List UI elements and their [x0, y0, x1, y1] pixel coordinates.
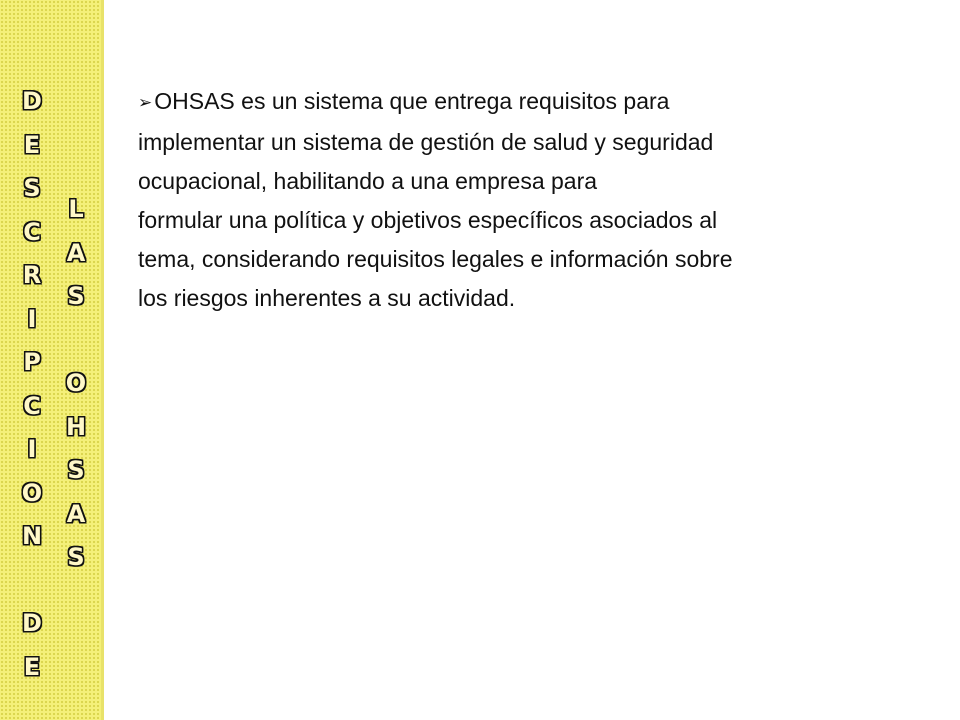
title-letter: A: [66, 499, 86, 528]
paragraph-text-line: los riesgos inherentes a su actividad.: [138, 285, 516, 311]
paragraph-text-line: ocupacional, habilitando a una empresa para: [138, 168, 598, 194]
title-letter: E: [23, 130, 41, 159]
title-letter: S: [23, 174, 41, 202]
title-letter: D: [22, 609, 42, 637]
vertical-title-descripcion-de: [20, 80, 44, 689]
title-letter: I: [27, 435, 37, 463]
paragraph-text-line: formular una política y objetivos específicos asociados al: [138, 207, 718, 233]
arrow-bullet-icon: ➢: [138, 93, 153, 113]
title-letter: C: [23, 391, 41, 420]
bullet-paragraph: [138, 82, 908, 318]
title-letter: O: [65, 369, 87, 397]
title-letter: O: [21, 478, 43, 507]
vertical-title-las-ohsas: [64, 188, 88, 580]
title-letter: D: [22, 87, 42, 115]
paragraph-text-line: OHSAS es un sistema que entrega requisitos para: [154, 88, 670, 114]
paragraph-text-line: tema, considerando requisitos legales e información sobre: [138, 246, 733, 272]
title-letter: H: [65, 412, 87, 441]
title-letter: N: [21, 522, 43, 550]
title-letter-gap: [64, 319, 88, 363]
title-letter: S: [67, 456, 85, 484]
bullet-line-1: [138, 82, 908, 123]
title-letter: C: [23, 217, 41, 246]
title-letter: S: [67, 282, 85, 310]
title-letter: P: [23, 348, 41, 376]
paragraph-text-line: implementar un sistema de gestión de salud y seguridad: [138, 129, 714, 155]
title-letter: R: [22, 261, 42, 289]
title-letter: I: [27, 304, 37, 333]
sidebar-title-panel: [0, 0, 104, 720]
title-letter: L: [68, 195, 84, 223]
title-letter: S: [67, 543, 85, 571]
title-letter-gap: [20, 559, 44, 603]
title-letter: A: [66, 238, 86, 267]
title-letter: E: [23, 652, 41, 681]
